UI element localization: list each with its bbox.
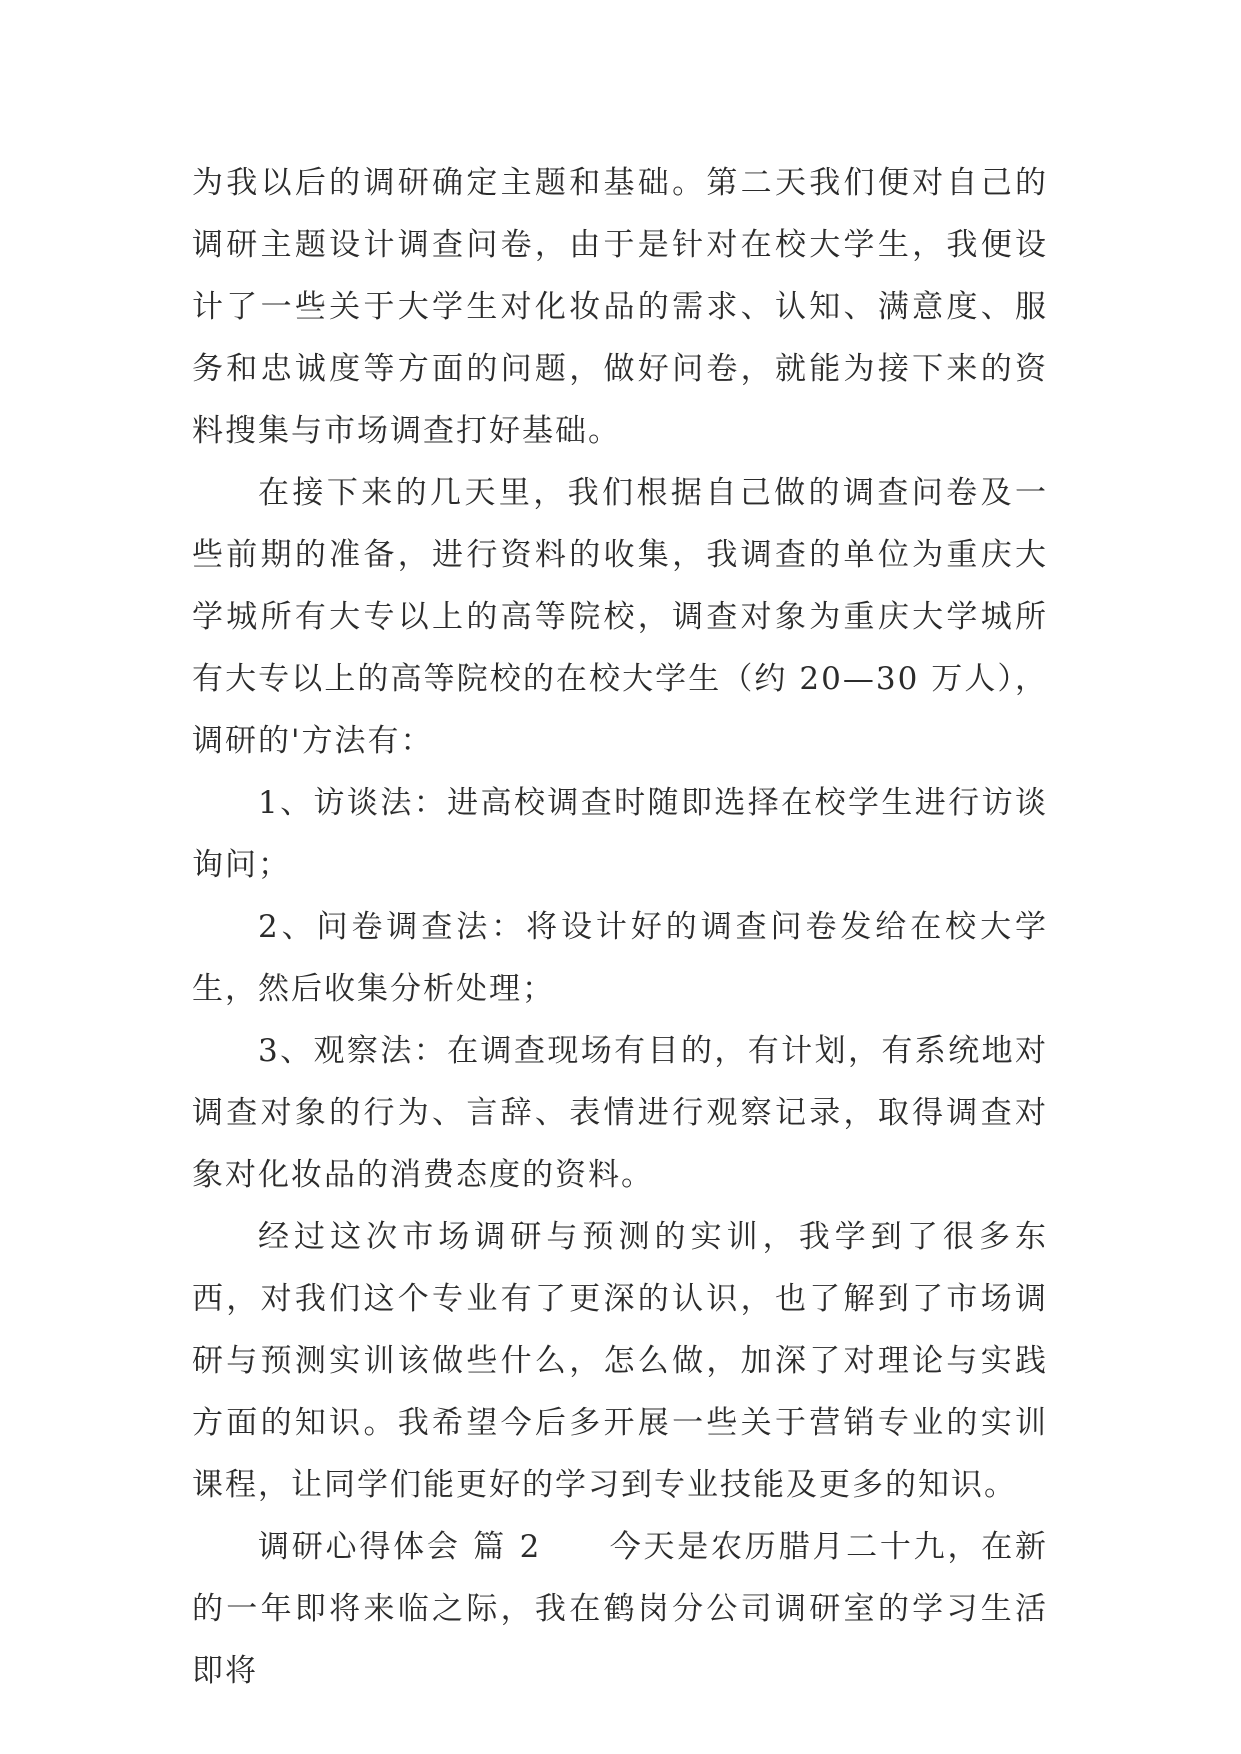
paragraph-article-2-start: 调研心得体会 篇 2 今天是农历腊月二十九，在新的一年即将来临之际，我在鹤岗分公司调研室的学习生活即将: [192, 1529, 1048, 1689]
paragraph-continuation: 为我以后的调研确定主题和基础。第二天我们便对自己的调研主题设计调查问卷，由于是针对在校大学生，我便设计了一些关于大学生对化妆品的需求、认知、满意度、服务和忠诚度等方面的问题，做好问卷，就能为接下来的资料搜集与市场调查打好基础。: [192, 165, 1048, 449]
paragraph-data-collection: 在接下来的几天里，我们根据自己做的调查问卷及一些前期的准备，进行资料的收集，我调查的单位为重庆大学城所有大专以上的高等院校，调查对象为重庆大学城所有大专以上的高等院校的在校大学生（约 20—30 万人），调研的'方法有：: [192, 475, 1048, 759]
document-page: [192, 152, 1048, 1702]
paragraph-method-questionnaire: 2、问卷调查法：将设计好的调查问卷发给在校大学生，然后收集分析处理；: [192, 909, 1048, 1007]
paragraph-method-observation: 3、观察法：在调查现场有目的，有计划，有系统地对调查对象的行为、言辞、表情进行观察记录，取得调查对象对化妆品的消费态度的资料。: [192, 1033, 1048, 1193]
paragraph-conclusion: 经过这次市场调研与预测的实训，我学到了很多东西，对我们这个专业有了更深的认识，也了解到了市场调研与预测实训该做些什么，怎么做，加深了对理论与实践方面的知识。我希望今后多开展一些关于营销专业的实训课程，让同学们能更好的学习到专业技能及更多的知识。: [192, 1219, 1048, 1503]
paragraph-method-interview: 1、访谈法：进高校调查时随即选择在校学生进行访谈询问；: [192, 785, 1048, 883]
